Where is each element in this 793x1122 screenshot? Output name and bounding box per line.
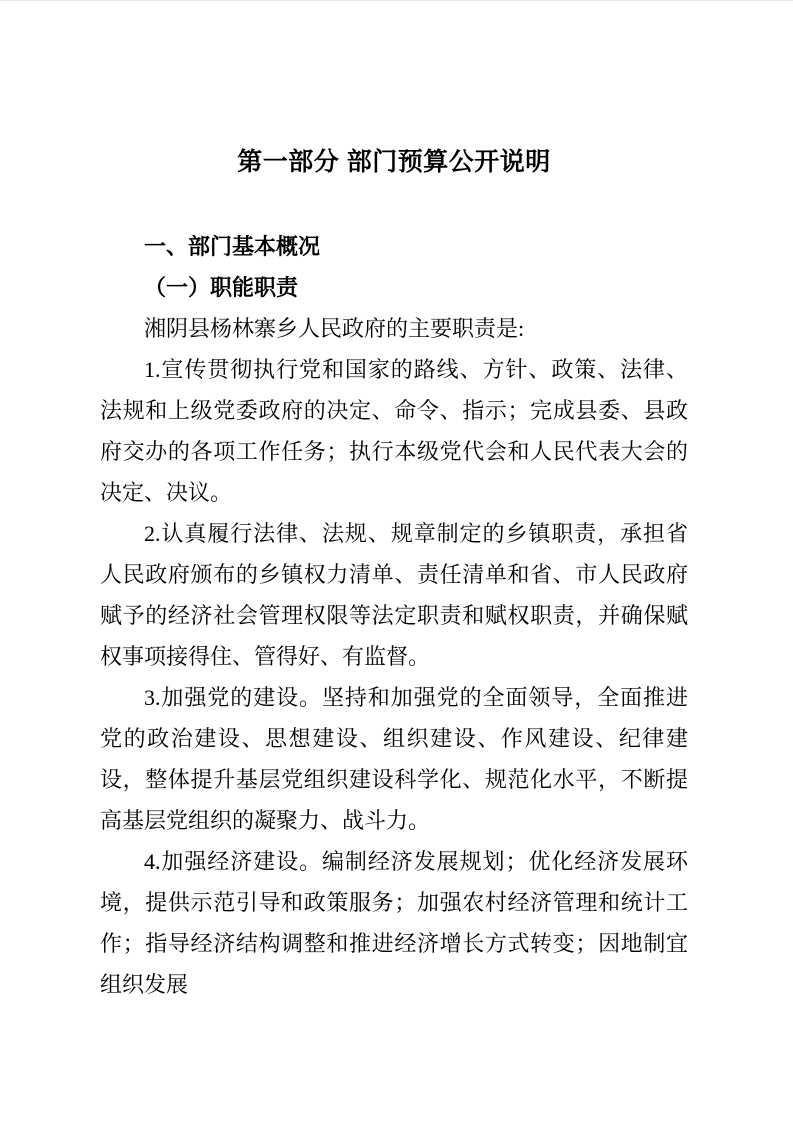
- document-content: [0, 1, 793, 1005]
- section-heading: 一、部门基本概况: [144, 234, 321, 259]
- paragraph-duty-3: 3.加强党的建设。坚持和加强党的全面领导，全面推进党的政治建设、思想建设、组织建设、作风建设、纪律建设，整体提升基层党组织建设科学化、规范化水平，不断提高基层党组织的凝聚力、战斗力。: [100, 685, 688, 833]
- subsection-heading: （一）职能职责: [144, 275, 299, 300]
- paragraph-duty-2: 2.认真履行法律、法规、规章制定的乡镇职责，承担省人民政府颁布的乡镇权力清单、责任清单和省、市人民政府赋予的经济社会管理权限等法定职责和赋权职责，并确保赋权事项接得住、管得好、有监督。: [100, 521, 688, 669]
- intro-paragraph: 湘阴县杨林寨乡人民政府的主要职责是:: [144, 316, 525, 341]
- paragraph-duty-1: 1.宣传贯彻执行党和国家的路线、方针、政策、法律、法规和上级党委政府的决定、命令、指示；完成县委、县政府交办的各项工作任务；执行本级党代会和人民代表大会的决定、决议。: [100, 357, 688, 505]
- paragraph-duty-4: 4.加强经济建设。编制经济发展规划；优化经济发展环境，提供示范引导和政策服务；加强农村经济管理和统计工作；指导经济结构调整和推进经济增长方式转变；因地制宜组织发展: [100, 849, 688, 997]
- document-title: 第一部分 部门预算公开说明: [237, 148, 551, 176]
